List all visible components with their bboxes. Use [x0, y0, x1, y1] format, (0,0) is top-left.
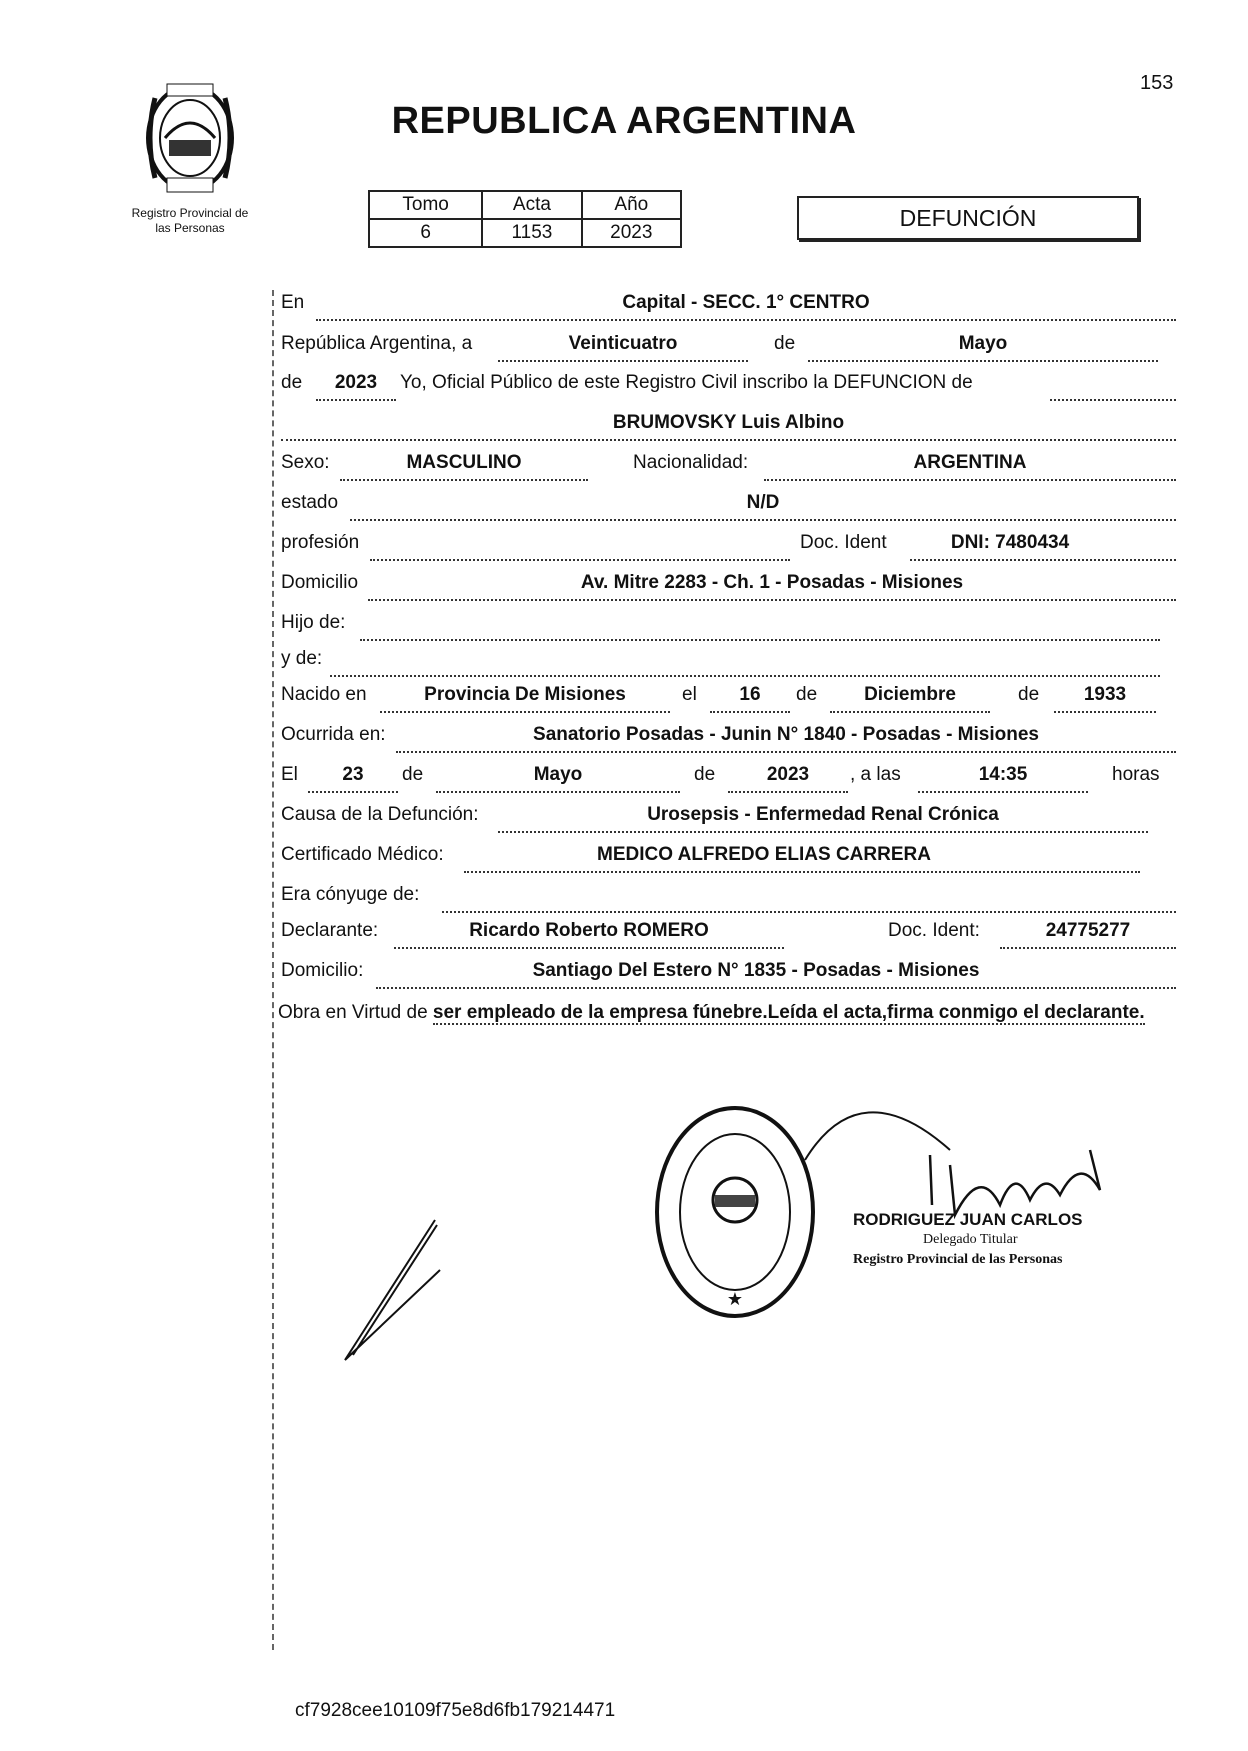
declarant-signature: [325, 1210, 465, 1370]
row-ocurrida: [278, 724, 1178, 754]
domicilio-value: Av. Mitre 2283 - Ch. 1 - Posadas - Misiones: [580, 572, 964, 593]
dni-value: DNI: 7480434: [950, 532, 1070, 553]
ocurrida-en-value: Sanatorio Posadas - Junin N° 1840 - Posadas - Misiones: [533, 724, 1039, 745]
label-horas: horas: [1112, 764, 1160, 785]
label-nacionalidad: Nacionalidad:: [633, 452, 749, 473]
label-a-las: , a las: [850, 764, 901, 785]
label-de-4: de: [1018, 684, 1040, 705]
registry-name: [100, 206, 280, 236]
label-de-2: de: [281, 372, 303, 393]
nac-anio-value: 1933: [1083, 684, 1127, 705]
label-yo: Yo, Oficial Público de este Registro Civil inscribo la DEFUNCION de: [400, 372, 973, 393]
label-profesion: profesión: [281, 532, 360, 553]
label-domicilio: Domicilio: [281, 572, 359, 593]
row-domicilio: [278, 572, 1178, 602]
label-y-de: y de:: [281, 648, 323, 669]
label-nacido-en: Nacido en: [281, 684, 367, 705]
label-de-5: de: [402, 764, 424, 785]
label-declarante: Declarante:: [281, 920, 379, 941]
def-anio-value: 2023: [766, 764, 810, 785]
row-fecha-defuncion: [278, 764, 1178, 794]
nombre-value: BRUMOVSKY Luis Albino: [612, 412, 845, 433]
label-el: el: [682, 684, 697, 705]
document-type: DEFUNCIÓN: [899, 204, 1037, 231]
label-sexo: Sexo:: [281, 452, 330, 473]
row-conyuge: [278, 884, 1178, 914]
label-estado: estado: [281, 492, 339, 513]
anio-value: 2023: [582, 219, 681, 247]
def-dia-value: 23: [342, 764, 364, 785]
row-profesion: [278, 532, 1178, 562]
label-de-1: de: [774, 333, 796, 354]
label-en: En: [281, 292, 305, 313]
row-hijo-de: [278, 612, 1178, 642]
label-certificado: Certificado Médico:: [281, 844, 444, 865]
row-y-de: [278, 648, 1178, 678]
row-certificado: [278, 844, 1178, 874]
causa-value: Urosepsis - Enfermedad Renal Crónica: [647, 804, 999, 825]
decl-domicilio-value: Santiago Del Estero N° 1835 - Posadas - Misiones: [532, 960, 980, 981]
official-role: Delegado Titular: [923, 1232, 1018, 1247]
row-nombre: [278, 412, 1178, 442]
obra-value: ser empleado de la empresa fúnebre.Leída el acta,firma conmigo el declarante.: [432, 1002, 1145, 1023]
row-anio: [278, 372, 1178, 402]
label-doc-ident-2: Doc. Ident:: [888, 920, 980, 941]
hora-value: 14:35: [978, 764, 1028, 785]
def-mes-value: Mayo: [533, 764, 583, 785]
sexo-value: MASCULINO: [406, 452, 522, 473]
label-ocurrida-en: Ocurrida en:: [281, 724, 386, 745]
nacionalidad-value: ARGENTINA: [913, 452, 1027, 473]
document-type-box: [797, 196, 1139, 240]
row-domicilio-declarante: [278, 960, 1178, 990]
row-causa: [278, 804, 1178, 834]
official-office: Registro Provincial de las Personas: [853, 1252, 1063, 1267]
registry-line-1: Registro Provincial de: [131, 206, 249, 220]
label-de-3: de: [796, 684, 818, 705]
table-header-acta: Acta: [482, 191, 581, 219]
declarante-value: Ricardo Roberto ROMERO: [469, 920, 709, 941]
mes-value: Mayo: [958, 333, 1008, 354]
table-header-anio: Año: [582, 191, 681, 219]
row-fecha: [278, 333, 1178, 363]
label-domicilio-2: Domicilio:: [281, 960, 364, 981]
row-estado: [278, 492, 1178, 522]
label-de-6: de: [694, 764, 716, 785]
anio-value-text: 2023: [334, 372, 378, 393]
row-en: [278, 292, 1178, 322]
dia-texto-value: Veinticuatro: [568, 333, 678, 354]
tomo-value: 6: [369, 219, 482, 247]
decl-doc-value: 24775277: [1045, 920, 1131, 941]
certificado-value: MEDICO ALFREDO ELIAS CARRERA: [597, 844, 931, 865]
lugar-value: Capital - SECC. 1° CENTRO: [622, 292, 870, 313]
official-name: RODRIGUEZ JUAN CARLOS: [853, 1210, 1083, 1229]
table-header-tomo: Tomo: [369, 191, 482, 219]
registry-line-2: las Personas: [155, 221, 225, 235]
label-causa: Causa de la Defunción:: [281, 804, 479, 825]
label-hijo-de: Hijo de:: [281, 612, 346, 633]
row-sexo: [278, 452, 1178, 482]
margin-divider: [272, 290, 274, 1650]
estado-value: N/D: [746, 492, 780, 513]
acta-value: 1153: [482, 219, 581, 247]
row-nacido: [278, 684, 1178, 714]
record-table: [368, 190, 682, 248]
label-el-cap: El: [281, 764, 298, 785]
label-conyuge: Era cónyuge de:: [281, 884, 420, 905]
label-obra: Obra en Virtud de: [278, 1002, 428, 1023]
row-declarante: [278, 920, 1178, 950]
page-number: 153: [1140, 72, 1174, 94]
nac-dia-value: 16: [739, 684, 761, 705]
page-title: REPUBLICA ARGENTINA: [391, 100, 857, 142]
obra-paragraph: [278, 998, 1178, 1028]
nacido-en-value: Provincia De Misiones: [424, 684, 626, 705]
official-signature-block: [853, 1210, 1083, 1270]
official-stamp: [650, 1100, 820, 1325]
label-republica: República Argentina, a: [281, 333, 473, 354]
label-doc-ident: Doc. Ident: [800, 532, 887, 553]
province-seal-logo: [125, 78, 255, 198]
document-hash: cf7928cee10109f75e8d6fb179214471: [295, 1700, 616, 1721]
nac-mes-value: Diciembre: [864, 684, 956, 705]
svg-text:★: ★: [726, 1289, 744, 1309]
